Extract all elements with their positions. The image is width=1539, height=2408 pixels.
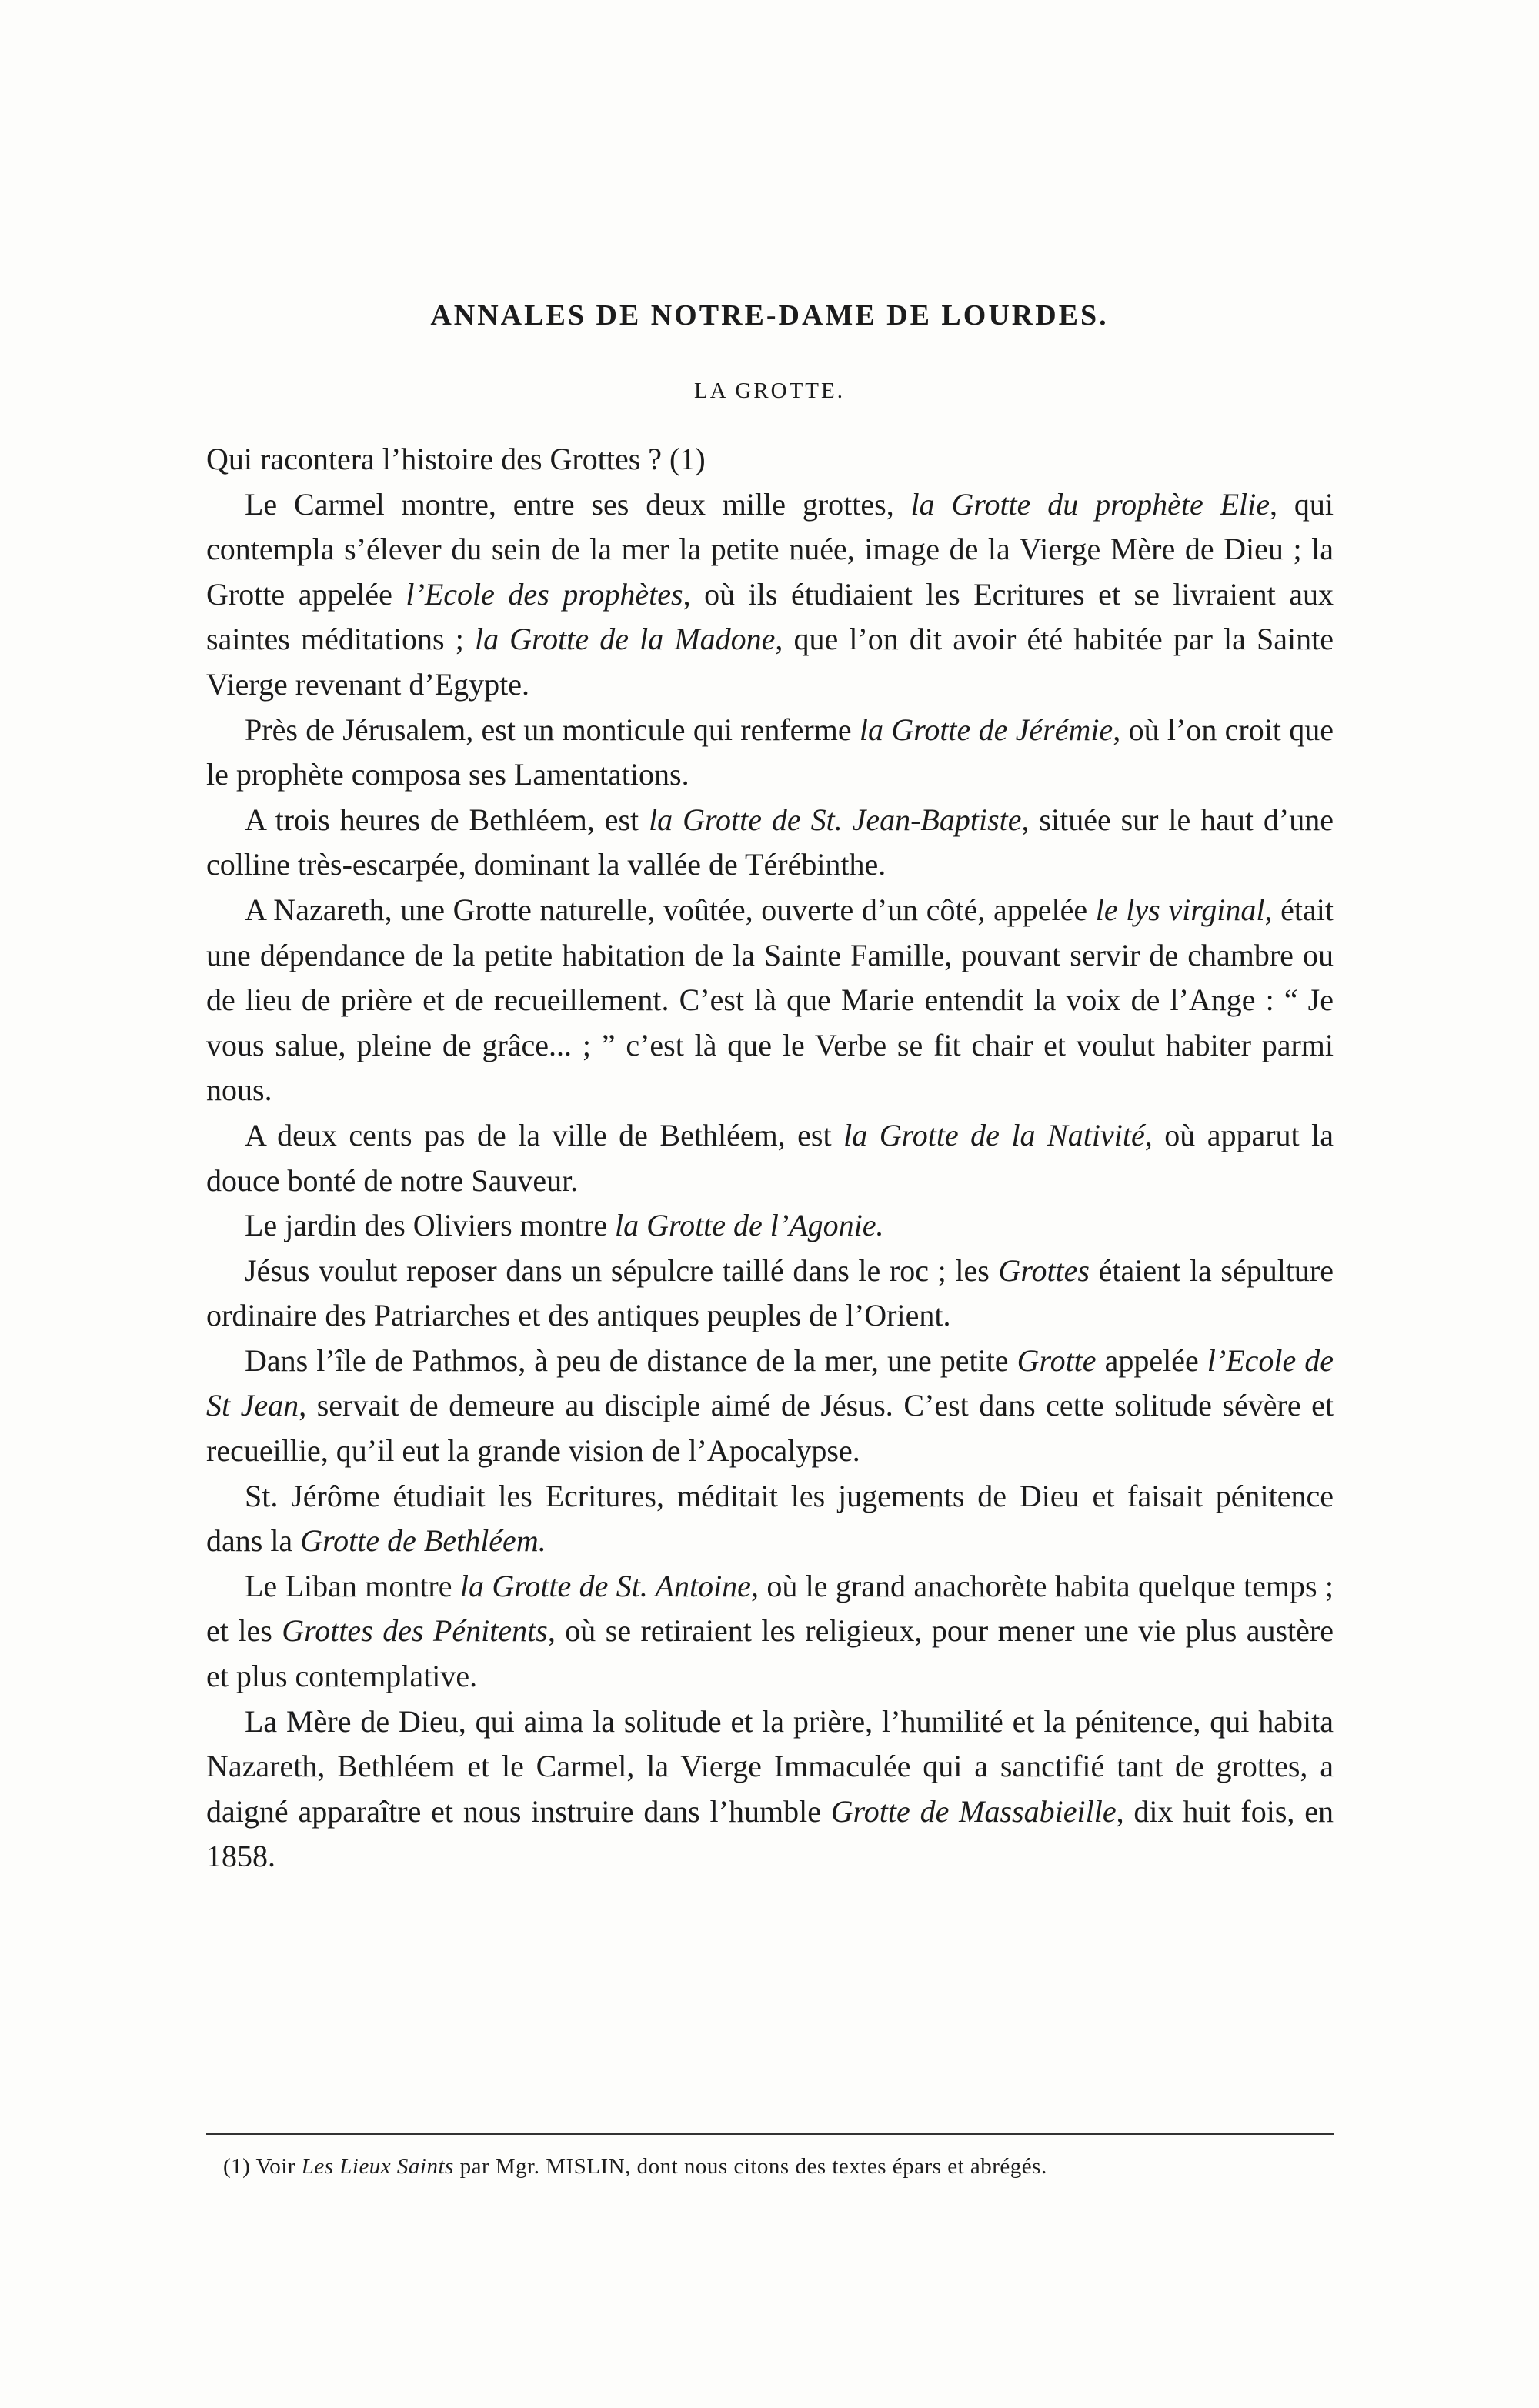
paragraph xyxy=(206,708,1334,798)
text-run: A deux cents pas de la ville de Bethléem, est xyxy=(245,1117,844,1152)
italic-text-run: l’Ecole des prophètes xyxy=(406,576,683,612)
italic-text-run: Les Lieux Saints xyxy=(301,2154,454,2179)
italic-text-run: la Grotte de la Madone xyxy=(474,622,776,657)
paragraph xyxy=(206,798,1334,888)
text-run: , était une dépendance de la petite habitation de la Sainte Famille, pouvant servir de chambre ou de lieu de prière et de recueillement. C’est là que Marie entendit la voix de l’Ange : “ Je vous salue, pleine de grâce... ; ” c’est là que le Verbe se fit chair et voulut habiter parmi nous. xyxy=(206,892,1334,1108)
italic-text-run: Grottes xyxy=(998,1252,1090,1288)
paragraph xyxy=(206,1113,1334,1203)
paragraph xyxy=(206,1203,1334,1249)
section-title: LA GROTTE. xyxy=(694,379,845,403)
italic-text-run: le lys virginal xyxy=(1095,892,1265,927)
italic-text-run: la Grotte de l’Agonie. xyxy=(614,1208,884,1243)
italic-text-run: la Grotte de Jérémie xyxy=(859,712,1113,747)
text-run: Le Carmel montre, entre ses deux mille grottes, xyxy=(245,486,911,522)
text-run: A trois heures de Bethléem, est xyxy=(245,802,649,837)
paragraph xyxy=(206,1249,1334,1339)
text-run: Le Liban montre xyxy=(245,1568,460,1603)
text-run: St. Jérôme étudiait les Ecritures, méditait les jugements de Dieu et faisait pénitence dans la xyxy=(206,1478,1334,1559)
text-run: , qui contempla s’élever du sein de la mer la petite nuée, image de la Vierge Mère de Dieu ; la Grotte appelée xyxy=(206,486,1334,612)
italic-text-run: Grotte de Bethléem. xyxy=(300,1523,546,1559)
text-run: Près de Jérusalem, est un monticule qui renferme xyxy=(245,712,860,747)
italic-text-run: l’Ecole de St Jean xyxy=(206,1342,1334,1423)
text-run: , où se retiraient les religieux, pour mener une vie plus austère et plus contemplative. xyxy=(206,1613,1334,1694)
paragraph xyxy=(206,1699,1334,1879)
text-run: appelée xyxy=(1096,1342,1207,1378)
paragraph xyxy=(206,1564,1334,1699)
text-run: Le jardin des Oliviers montre xyxy=(245,1208,615,1243)
text-run: , située sur le haut d’une colline très-escarpée, dominant la vallée de Térébinthe. xyxy=(206,802,1334,882)
italic-text-run: Grotte xyxy=(1017,1342,1097,1378)
italic-text-run: Grottes des Pénitents xyxy=(282,1613,548,1649)
paragraph xyxy=(206,1339,1334,1474)
text-run: , que l’on dit avoir été habitée par la Sainte Vierge revenant d’Egypte. xyxy=(206,622,1334,702)
text-run: , où apparut la douce bonté de notre Sauveur. xyxy=(206,1117,1334,1198)
paragraph xyxy=(206,482,1334,708)
paragraph xyxy=(206,1474,1334,1564)
italic-text-run: la Grotte de St. Antoine xyxy=(459,1568,751,1603)
footnote xyxy=(223,2154,1339,2180)
text-run: Jésus voulut reposer dans un sépulcre taillé dans le roc ; les xyxy=(245,1252,999,1288)
text-run: par Mgr. MISLIN, dont nous citons des textes épars et abrégés. xyxy=(453,2154,1047,2179)
text-run: , servait de demeure au disciple aimé de Jésus. C’est dans cette solitude sévère et recueillie, qu’il eut la grande vision de l’Apocalypse. xyxy=(206,1388,1334,1469)
text-run: , où ils étudiaient les Ecritures et se livraient aux saintes méditations ; xyxy=(206,576,1334,657)
footnote-rule xyxy=(206,2133,1334,2135)
body-text xyxy=(206,437,1334,1879)
italic-text-run: la Grotte de la Nativité xyxy=(843,1117,1145,1152)
text-run: , où le grand anachorète habita quelque temps ; et les xyxy=(206,1568,1334,1649)
running-head: ANNALES DE NOTRE-DAME DE LOURDES. xyxy=(430,299,1109,332)
text-run: (1) Voir xyxy=(223,2154,302,2179)
text-run: , dix huit fois, en 1858. xyxy=(206,1793,1334,1874)
text-run: Dans l’île de Pathmos, à peu de distance de la mer, une petite xyxy=(245,1342,1017,1378)
italic-text-run: Grotte de Massabieille xyxy=(830,1793,1117,1829)
text-run: La Mère de Dieu, qui aima la solitude et la prière, l’humilité et la pénitence, qui habita Nazareth, Bethléem et le Carmel, la Vierge Immaculée qui a sanctifié tant de grottes, a daigné apparaître et nous instruire dans l’humble xyxy=(206,1703,1334,1829)
paragraph xyxy=(206,437,1334,482)
italic-text-run: la Grotte du prophète Elie xyxy=(910,486,1270,522)
italic-text-run: la Grotte de St. Jean-Baptiste xyxy=(649,802,1022,837)
paragraph xyxy=(206,888,1334,1113)
text-run: Qui racontera l’histoire des Grottes ? (1) xyxy=(206,442,706,476)
text-run: , où l’on croit que le prophète composa ses Lamentations. xyxy=(206,712,1334,792)
text-run: étaient la sépulture ordinaire des Patriarches et des antiques peuples de l’Orient. xyxy=(206,1252,1334,1333)
text-run: A Nazareth, une Grotte naturelle, voûtée, ouverte d’un côté, appelée xyxy=(245,892,1096,927)
